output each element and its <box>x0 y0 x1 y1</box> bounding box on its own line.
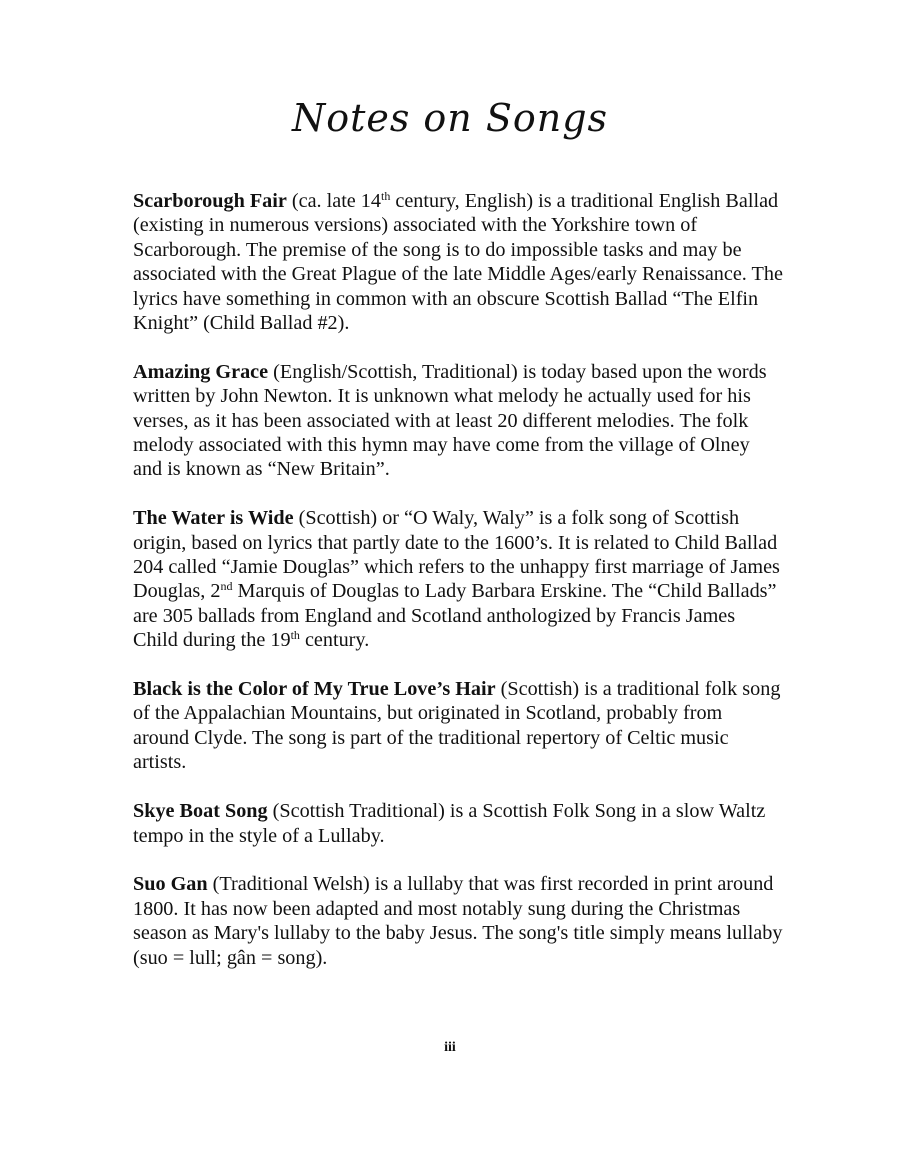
note-water-is-wide <box>133 506 783 652</box>
song-name: Suo Gan <box>133 873 208 896</box>
note-scarborough-fair <box>133 189 783 335</box>
note-text: (Scottish) is a traditional folk song of the Appalachian Mountains, but originated in Scotland, probably from around Clyde. The song is part of the traditional repertory of Celtic music artists. <box>133 678 781 774</box>
note-amazing-grace <box>133 360 783 482</box>
song-name: Scarborough Fair <box>133 190 287 212</box>
note-text: (Scottish Traditional) is a Scottish Folk Song in a slow Waltz tempo in the style of a Lullaby. <box>133 800 766 847</box>
note-black-is-the-color <box>133 677 783 775</box>
song-name: Black is the Color of My True Love’s Hair <box>133 678 496 701</box>
note-text: (Scottish) or “O Waly, Waly” is a folk song of Scottish origin, based on lyrics that partly date to the 1600’s. It is related to Child Ballad 204 called “Jamie Douglas” which refers to the unhappy first marriage of James Douglas, 2 <box>133 507 780 603</box>
note-text: (Traditional Welsh) is a lullaby that was first recorded in print around 1800. It has now been adapted and most notably sung during the Christmas season as Mary's lullaby to the baby Jesus. The song's title simply means lullaby (suo = lull; gân = song). <box>133 873 783 969</box>
note-skye-boat-song <box>133 799 783 848</box>
note-text: (ca. late 14 <box>286 190 381 212</box>
superscript: nd <box>220 579 233 594</box>
note-text: century, English) is a traditional English Ballad (existing in numerous versions) associated with the Yorkshire town of Scarborough. The premise of the song is to do impossible tasks and may be associated with the Great Plague of the late Middle Ages/early Renaissance. The lyrics have something in common with an obscure Scottish Ballad “The Elfin Knight” (Child Ballad #2). <box>133 190 783 335</box>
song-name: Amazing Grace <box>133 360 269 383</box>
note-text: Marquis of Douglas to Lady Barbara Erskine. The “Child Ballads” are 305 ballads from England and Scotland anthologized by Francis James Child during the 19 <box>133 580 777 652</box>
note-text: (English/Scottish, Traditional) is today based upon the words written by John Newton. It is unknown what melody he actually used for his verses, as it has been associated with at least 20 different melodies. The folk melody associated with this hymn may have come from the village of Olney and is known as “New Britain”. <box>133 360 767 481</box>
page-title: Notes on Songs <box>291 96 609 140</box>
superscript: th <box>381 189 391 203</box>
note-suo-gan <box>133 872 783 970</box>
song-name: Skye Boat Song <box>133 800 268 823</box>
note-text: century. <box>299 629 370 652</box>
song-notes <box>133 189 783 994</box>
song-name: The Water is Wide <box>133 507 294 530</box>
superscript: th <box>290 628 300 643</box>
page-number: iii <box>444 1040 456 1055</box>
